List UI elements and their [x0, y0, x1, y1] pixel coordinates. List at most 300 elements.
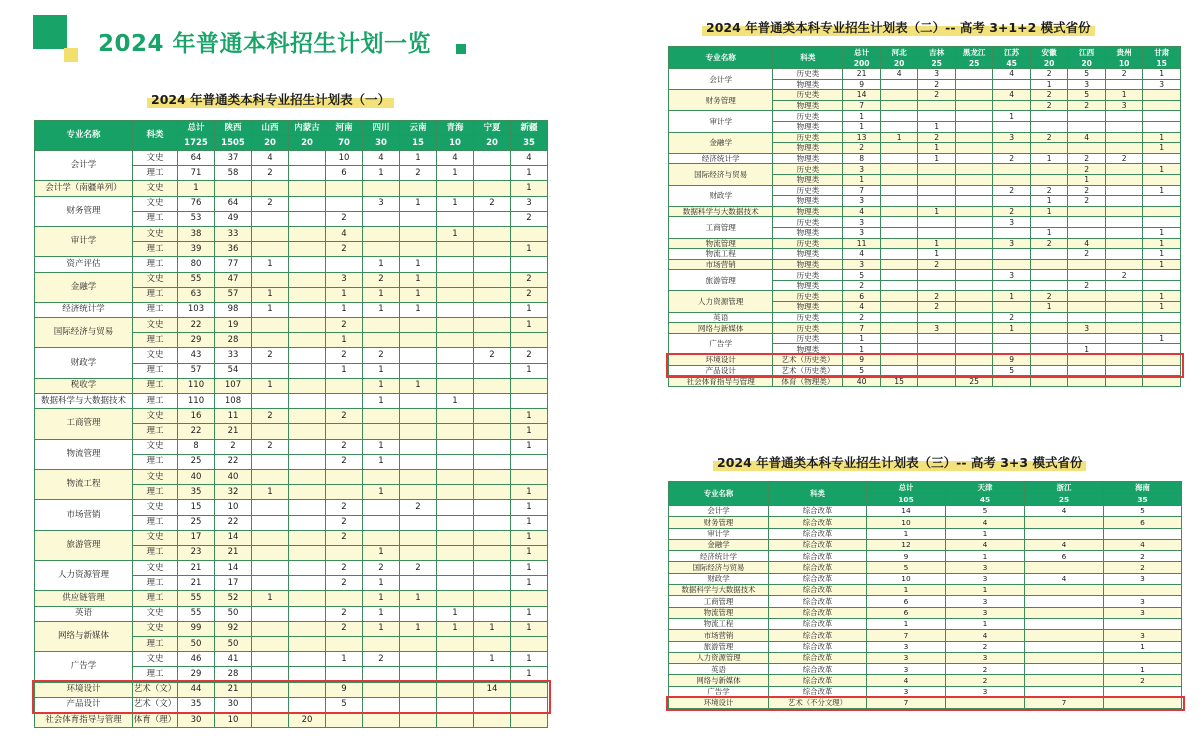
major-name: 金融学: [669, 539, 769, 550]
major-name: 广告学: [35, 652, 133, 682]
table-row: [35, 606, 548, 621]
quota-cell: [511, 226, 548, 241]
quota-cell: [880, 323, 918, 334]
quota-cell: [400, 363, 437, 378]
quota-cell: [1104, 698, 1182, 709]
quota-cell: 54: [215, 363, 252, 378]
header-total: 25: [955, 58, 993, 69]
quota-cell: 1: [511, 363, 548, 378]
header-total: 10: [1105, 58, 1143, 69]
quota-cell: 71: [178, 166, 215, 181]
quota-cell: 1: [363, 606, 400, 621]
quota-cell: [1143, 100, 1181, 111]
quota-cell: [1143, 217, 1181, 228]
subject-type: 文史: [133, 500, 178, 515]
quota-cell: [474, 591, 511, 606]
quota-cell: 1: [511, 561, 548, 576]
major-name: 税收学: [35, 378, 133, 393]
quota-cell: 2: [993, 206, 1031, 217]
quota-cell: 1: [437, 621, 474, 636]
quota-cell: [400, 211, 437, 226]
enrollment-table-1: [34, 120, 548, 728]
quota-cell: [437, 439, 474, 454]
table-row: [669, 506, 1182, 517]
quota-cell: [511, 637, 548, 652]
quota-cell: [1030, 344, 1068, 355]
quota-cell: 39: [178, 242, 215, 257]
quota-cell: [474, 424, 511, 439]
header-total: 35: [511, 136, 548, 151]
quota-cell: 4: [1068, 132, 1106, 143]
quota-cell: [252, 515, 289, 530]
quota-cell: [511, 591, 548, 606]
quota-cell: [474, 637, 511, 652]
quota-cell: 5: [843, 270, 881, 281]
quota-cell: 25: [178, 515, 215, 530]
subject-type: 综合改革: [769, 551, 867, 562]
quota-cell: [880, 206, 918, 217]
quota-cell: 36: [215, 242, 252, 257]
quota-cell: [993, 302, 1031, 313]
quota-cell: [326, 469, 363, 484]
subject-type: 理工: [133, 576, 178, 591]
quota-cell: [955, 143, 993, 154]
quota-cell: 1: [1030, 153, 1068, 164]
quota-cell: [363, 424, 400, 439]
quota-cell: 7: [843, 185, 881, 196]
quota-cell: [363, 667, 400, 682]
quota-cell: [289, 469, 326, 484]
quota-cell: 1: [880, 132, 918, 143]
quota-cell: [474, 545, 511, 560]
quota-cell: 1: [400, 151, 437, 166]
quota-cell: [918, 365, 956, 376]
quota-cell: [252, 545, 289, 560]
quota-cell: 19: [215, 318, 252, 333]
quota-cell: 2: [918, 132, 956, 143]
subject-type: 文史: [133, 439, 178, 454]
quota-cell: [511, 333, 548, 348]
quota-cell: 1: [363, 378, 400, 393]
quota-cell: 1: [918, 153, 956, 164]
major-name: 数据科学与大数据技术: [669, 206, 773, 217]
quota-cell: 2: [1104, 675, 1182, 686]
subject-type: 历史类: [773, 312, 843, 323]
quota-cell: 1: [1030, 206, 1068, 217]
quota-cell: 8: [178, 439, 215, 454]
quota-cell: [1143, 111, 1181, 122]
quota-cell: 1: [363, 591, 400, 606]
header-province: 吉林: [918, 47, 956, 58]
quota-cell: [1143, 280, 1181, 291]
header-province: 天津: [946, 482, 1025, 494]
quota-cell: 30: [178, 712, 215, 727]
quota-cell: [400, 697, 437, 712]
quota-cell: 55: [178, 272, 215, 287]
header-major: 专业名称: [669, 47, 773, 69]
quota-cell: [289, 606, 326, 621]
quota-cell: 3: [1104, 630, 1182, 641]
quota-cell: [437, 257, 474, 272]
quota-cell: [880, 196, 918, 207]
major-name: 工商管理: [35, 409, 133, 439]
major-name: 网络与新媒体: [669, 323, 773, 334]
quota-cell: [1068, 121, 1106, 132]
major-name: 金融学: [669, 132, 773, 153]
quota-cell: 28: [215, 667, 252, 682]
quota-cell: 1: [474, 652, 511, 667]
quota-cell: 38: [178, 226, 215, 241]
quota-cell: 21: [215, 545, 252, 560]
quota-cell: 2: [1030, 132, 1068, 143]
quota-cell: 2: [326, 211, 363, 226]
subject-type: 综合改革: [769, 596, 867, 607]
quota-cell: [918, 174, 956, 185]
table-row: [35, 712, 548, 727]
quota-cell: [1105, 291, 1143, 302]
subject-type: 历史类: [773, 217, 843, 228]
subject-type: 历史类: [773, 164, 843, 175]
quota-cell: 12: [867, 539, 946, 550]
quota-cell: 10: [867, 517, 946, 528]
quota-cell: [474, 530, 511, 545]
header-province: 海南: [1104, 482, 1182, 494]
quota-cell: [955, 355, 993, 366]
quota-cell: 17: [215, 576, 252, 591]
quota-cell: 1: [1143, 302, 1181, 313]
decor-square-small: [456, 44, 466, 54]
quota-cell: 2: [946, 664, 1025, 675]
quota-cell: [1025, 675, 1104, 686]
quota-cell: [437, 287, 474, 302]
quota-cell: 21: [178, 561, 215, 576]
header-total: 15: [400, 136, 437, 151]
quota-cell: [955, 79, 993, 90]
quota-cell: [918, 164, 956, 175]
quota-cell: [1105, 111, 1143, 122]
quota-cell: 3: [843, 217, 881, 228]
quota-cell: [1025, 517, 1104, 528]
quota-cell: [993, 174, 1031, 185]
quota-cell: 2: [400, 500, 437, 515]
quota-cell: [400, 469, 437, 484]
quota-cell: [326, 181, 363, 196]
major-name: 金融学: [35, 272, 133, 302]
quota-cell: [955, 344, 993, 355]
quota-cell: [474, 439, 511, 454]
table-row: [669, 539, 1182, 550]
major-name: 网络与新媒体: [35, 621, 133, 651]
quota-cell: 2: [511, 287, 548, 302]
header-total: 25: [1025, 494, 1104, 506]
quota-cell: [326, 667, 363, 682]
quota-cell: 9: [867, 551, 946, 562]
quota-cell: 1: [363, 485, 400, 500]
quota-cell: 1: [1068, 344, 1106, 355]
quota-cell: 4: [993, 90, 1031, 101]
quota-cell: [289, 151, 326, 166]
quota-cell: 2: [511, 272, 548, 287]
quota-cell: 5: [843, 365, 881, 376]
quota-cell: 2: [946, 641, 1025, 652]
quota-cell: 14: [867, 506, 946, 517]
quota-cell: [289, 545, 326, 560]
quota-cell: 8: [843, 153, 881, 164]
quota-cell: 1: [511, 515, 548, 530]
quota-cell: 2: [363, 348, 400, 363]
quota-cell: [363, 226, 400, 241]
quota-cell: [400, 181, 437, 196]
quota-cell: 1: [363, 302, 400, 317]
quota-cell: [955, 185, 993, 196]
quota-cell: 2: [918, 79, 956, 90]
table-row: [35, 257, 548, 272]
quota-cell: [437, 697, 474, 712]
table-row: [669, 618, 1182, 629]
quota-cell: [1025, 618, 1104, 629]
quota-cell: [1105, 312, 1143, 323]
enrollment-table-3: [668, 481, 1182, 709]
quota-cell: 1: [867, 618, 946, 629]
subject-type: 文史: [133, 621, 178, 636]
quota-cell: 9: [843, 355, 881, 366]
quota-cell: 1: [918, 206, 956, 217]
quota-cell: [1105, 227, 1143, 238]
subject-type: 理工: [133, 363, 178, 378]
header-total: 45: [993, 58, 1031, 69]
quota-cell: [437, 378, 474, 393]
quota-cell: 21: [215, 682, 252, 697]
quota-cell: 1: [252, 485, 289, 500]
quota-cell: 1: [252, 287, 289, 302]
quota-cell: [1105, 259, 1143, 270]
table-row: [35, 378, 548, 393]
quota-cell: 5: [1068, 69, 1106, 80]
quota-cell: [1105, 280, 1143, 291]
quota-cell: [400, 318, 437, 333]
quota-cell: 1: [511, 439, 548, 454]
table-row: [669, 111, 1181, 122]
quota-cell: 22: [215, 515, 252, 530]
subject-type: 体育（物理类）: [773, 376, 843, 387]
quota-cell: [955, 69, 993, 80]
quota-cell: 4: [326, 226, 363, 241]
quota-cell: 3: [1143, 79, 1181, 90]
quota-cell: [363, 712, 400, 727]
quota-cell: [400, 394, 437, 409]
table-row: [669, 132, 1181, 143]
quota-cell: [437, 530, 474, 545]
header-province: 河北: [880, 47, 918, 58]
quota-cell: [880, 291, 918, 302]
quota-cell: [474, 409, 511, 424]
quota-cell: [1143, 90, 1181, 101]
quota-cell: [918, 270, 956, 281]
quota-cell: 53: [178, 211, 215, 226]
quota-cell: 1: [1143, 132, 1181, 143]
table-row: [669, 259, 1181, 270]
major-name: 社会体育指导与管理: [35, 712, 133, 727]
subject-type: 历史类: [773, 132, 843, 143]
quota-cell: 1: [252, 378, 289, 393]
quota-cell: [1068, 365, 1106, 376]
quota-cell: [252, 652, 289, 667]
quota-cell: 2: [474, 348, 511, 363]
header-major: 专业名称: [669, 482, 769, 506]
subject-type: 综合改革: [769, 585, 867, 596]
quota-cell: 32: [215, 485, 252, 500]
quota-cell: [1025, 528, 1104, 539]
major-name: 审计学: [669, 528, 769, 539]
quota-cell: [252, 226, 289, 241]
quota-cell: [437, 272, 474, 287]
quota-cell: [363, 515, 400, 530]
quota-cell: [474, 485, 511, 500]
subject-type: 综合改革: [769, 652, 867, 663]
quota-cell: [1030, 164, 1068, 175]
major-name: 审计学: [35, 226, 133, 256]
subject-type: 物理类: [773, 227, 843, 238]
subject-type: 理工: [133, 667, 178, 682]
quota-cell: 2: [1068, 185, 1106, 196]
subject-type: 综合改革: [769, 506, 867, 517]
subject-type: 物理类: [773, 79, 843, 90]
subject-type: 理工: [133, 302, 178, 317]
quota-cell: [289, 333, 326, 348]
header-province: 江西: [1068, 47, 1106, 58]
quota-cell: 2: [1030, 100, 1068, 111]
quota-cell: [363, 697, 400, 712]
quota-cell: [437, 652, 474, 667]
subject-type: 理工: [133, 424, 178, 439]
table-row: [669, 206, 1181, 217]
header-total: 20: [880, 58, 918, 69]
quota-cell: [993, 79, 1031, 90]
quota-cell: [880, 270, 918, 281]
quota-cell: [363, 242, 400, 257]
quota-cell: 4: [511, 151, 548, 166]
quota-cell: 4: [1025, 539, 1104, 550]
quota-cell: [880, 344, 918, 355]
quota-cell: [289, 287, 326, 302]
quota-cell: 5: [1068, 90, 1106, 101]
quota-cell: 1: [511, 409, 548, 424]
quota-cell: 1: [363, 363, 400, 378]
major-name: 供应链管理: [35, 591, 133, 606]
quota-cell: [1030, 312, 1068, 323]
quota-cell: [1030, 323, 1068, 334]
major-name: 网络与新媒体: [669, 675, 769, 686]
quota-cell: [880, 302, 918, 313]
quota-cell: 6: [867, 607, 946, 618]
quota-cell: 20: [289, 712, 326, 727]
quota-cell: [474, 287, 511, 302]
quota-cell: 14: [215, 561, 252, 576]
quota-cell: [289, 272, 326, 287]
quota-cell: 1: [511, 621, 548, 636]
header-total: 200: [843, 58, 881, 69]
quota-cell: 21: [843, 69, 881, 80]
subject-type: 艺术（历史类）: [773, 365, 843, 376]
quota-cell: 1: [437, 606, 474, 621]
quota-cell: 2: [326, 500, 363, 515]
subject-type: 文史: [133, 348, 178, 363]
quota-cell: 1: [511, 302, 548, 317]
quota-cell: [474, 181, 511, 196]
quota-cell: [252, 469, 289, 484]
subject-type: 综合改革: [769, 686, 867, 697]
quota-cell: [437, 424, 474, 439]
quota-cell: [289, 409, 326, 424]
quota-cell: [474, 469, 511, 484]
quota-cell: [400, 530, 437, 545]
quota-cell: [252, 561, 289, 576]
quota-cell: [289, 591, 326, 606]
quota-cell: [918, 185, 956, 196]
quota-cell: [1143, 323, 1181, 334]
subject-type: 理工: [133, 454, 178, 469]
quota-cell: 1: [326, 287, 363, 302]
quota-cell: 4: [946, 539, 1025, 550]
quota-cell: 10: [215, 500, 252, 515]
quota-cell: 1: [1143, 164, 1181, 175]
quota-cell: 1: [843, 174, 881, 185]
quota-cell: [1068, 270, 1106, 281]
quota-cell: 14: [474, 682, 511, 697]
quota-cell: [326, 485, 363, 500]
quota-cell: [252, 637, 289, 652]
table-row: [35, 500, 548, 515]
table1-title: 2024 年普通类本科专业招生计划表（一）: [147, 90, 394, 108]
quota-cell: 1: [511, 424, 548, 439]
quota-cell: 1: [363, 621, 400, 636]
quota-cell: 2: [918, 291, 956, 302]
subject-type: 物理类: [773, 143, 843, 154]
subject-type: 综合改革: [769, 517, 867, 528]
quota-cell: [400, 576, 437, 591]
quota-cell: [955, 164, 993, 175]
quota-cell: [511, 697, 548, 712]
quota-cell: [1143, 121, 1181, 132]
header-total: 20: [1068, 58, 1106, 69]
quota-cell: [1030, 249, 1068, 260]
quota-cell: 1: [252, 302, 289, 317]
quota-cell: [880, 312, 918, 323]
quota-cell: 1: [326, 652, 363, 667]
table-row: [669, 528, 1182, 539]
quota-cell: 43: [178, 348, 215, 363]
quota-cell: [252, 697, 289, 712]
quota-cell: [289, 485, 326, 500]
quota-cell: [363, 637, 400, 652]
subject-type: 历史类: [773, 270, 843, 281]
quota-cell: [252, 181, 289, 196]
quota-cell: [1025, 652, 1104, 663]
quota-cell: 63: [178, 287, 215, 302]
subject-type: 综合改革: [769, 664, 867, 675]
subject-type: 理工: [133, 485, 178, 500]
quota-cell: [955, 259, 993, 270]
quota-cell: 4: [252, 151, 289, 166]
quota-cell: [252, 576, 289, 591]
table-row: [669, 607, 1182, 618]
quota-cell: 15: [880, 376, 918, 387]
table-row: [669, 312, 1181, 323]
quota-cell: [955, 312, 993, 323]
quota-cell: [880, 365, 918, 376]
quota-cell: 5: [993, 365, 1031, 376]
quota-cell: 2: [326, 439, 363, 454]
